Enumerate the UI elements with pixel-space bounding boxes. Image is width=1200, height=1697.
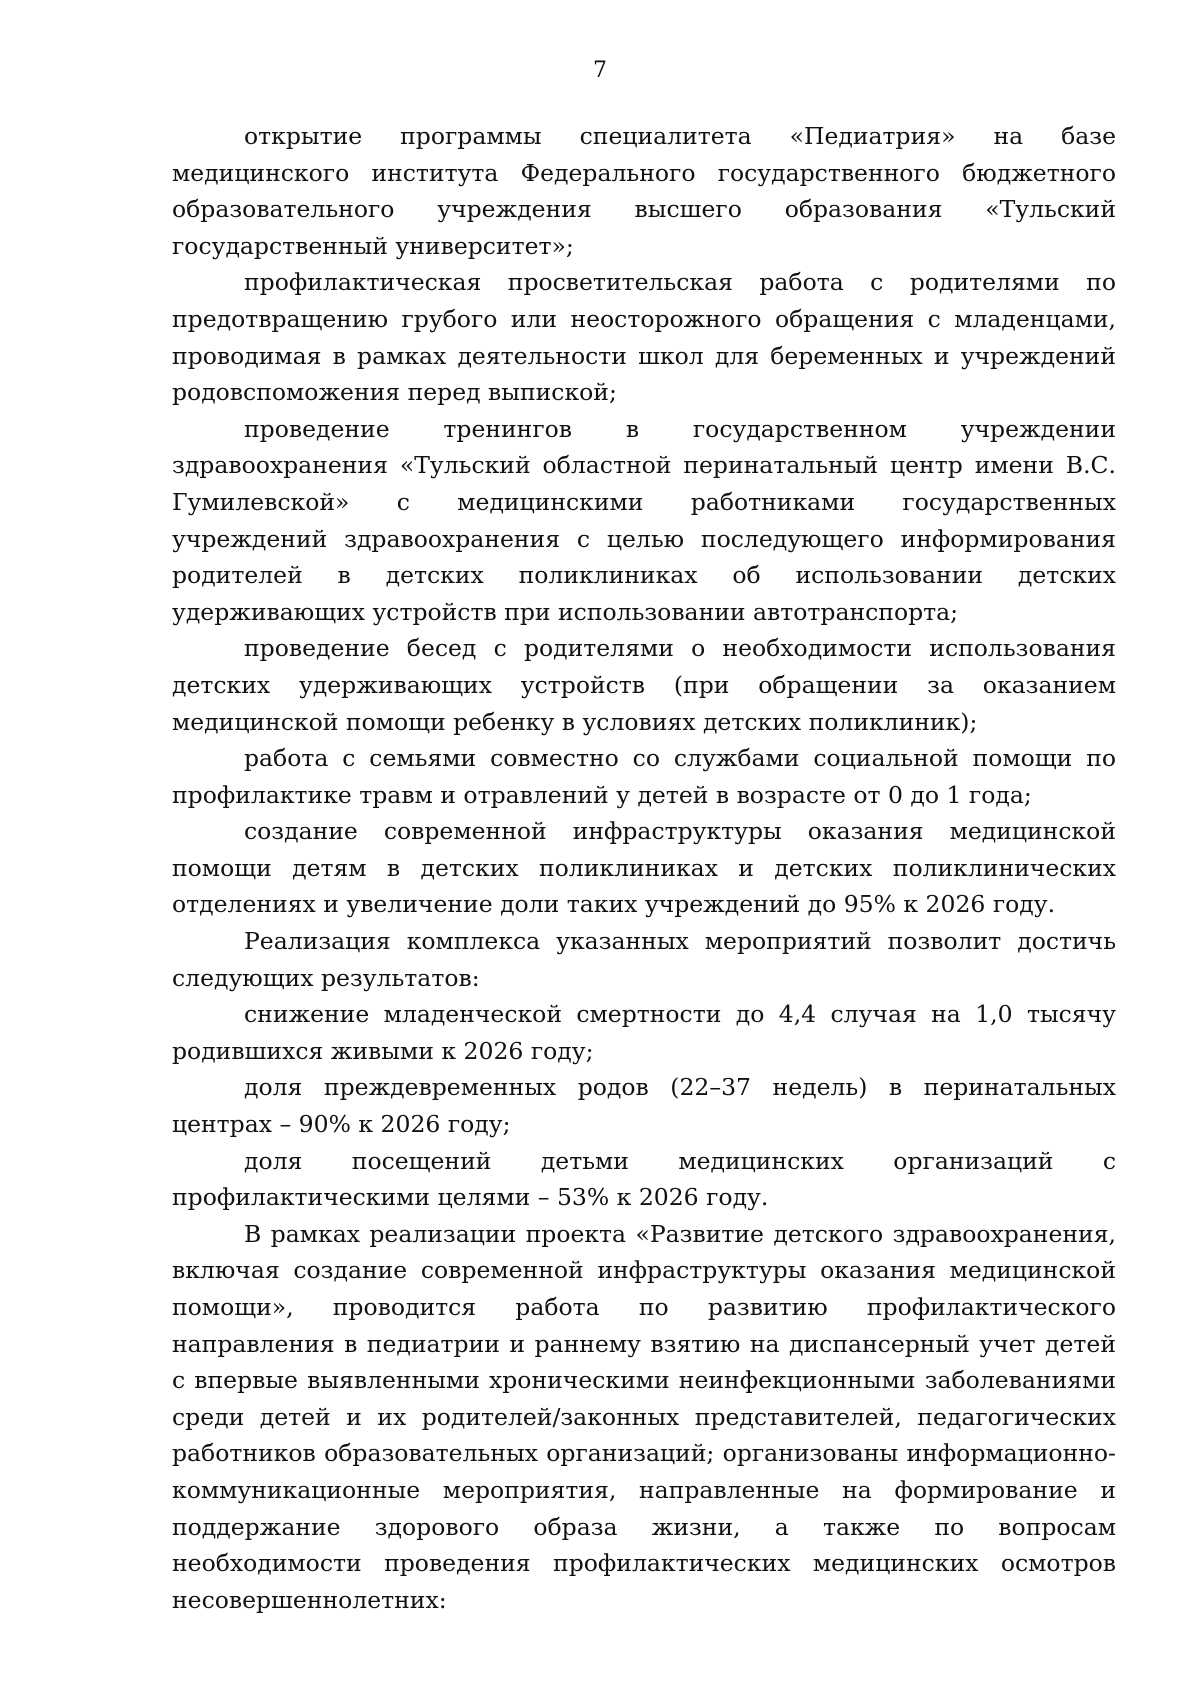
paragraph: профилактическая просветительская работа с родителями по предотвращению грубого или неосторожного обращения с младенцами, проводимая в рамках деятельности школ для беременных и учреждений родовспоможения перед выпиской;: [172, 268, 1116, 407]
paragraph: снижение младенческой смертности до 4,4 случая на 1,0 тысячу родившихся живыми к 2026 году;: [172, 1000, 1116, 1065]
paragraph: проведение бесед с родителями о необходимости использования детских удерживающих устройств (при обращении за оказанием медицинской помощи ребенку в условиях детских поликлиник);: [172, 634, 1116, 736]
page-number: 7: [593, 58, 607, 83]
paragraph: В рамках реализации проекта «Развитие детского здравоохранения, включая создание современной инфраструктуры оказания медицинской помощи», проводится работа по развитию профилактического направления в педиатрии и раннему взятию на диспансерный учет детей с впервые выявленными хроническими неинфекционными заболеваниями среди детей и их родителей/законных представителей, педагогических работников образовательных организаций; организованы информационно-коммуникационные мероприятия, направленные на формирование и поддержание здорового образа жизни, а также по вопросам необходимости проведения профилактических медицинских осмотров несовершеннолетних:: [172, 1219, 1116, 1614]
paragraph: проведение тренингов в государственном учреждении здравоохранения «Тульский областной перинатальный центр имени В.С. Гумилевской» с медицинскими работниками государственных учреждений здравоохранения с целью последующего информирования родителей в детских поликлиниках об использовании детских удерживающих устройств при использовании автотранспорта;: [172, 414, 1116, 626]
paragraph: Реализация комплекса указанных мероприятий позволит достичь следующих результатов:: [172, 927, 1116, 992]
paragraph: создание современной инфраструктуры оказания медицинской помощи детям в детских поликлиниках и детских поликлинических отделениях и увеличение доли таких учреждений до 95% к 2026 году.: [172, 817, 1116, 919]
document-body: [172, 118, 1116, 1618]
paragraph: открытие программы специалитета «Педиатрия» на базе медицинского института Федерального государственного бюджетного образовательного учреждения высшего образования «Тульский государственный университет»;: [172, 122, 1116, 260]
paragraph: работа с семьями совместно со службами социальной помощи по профилактике травм и отравлений у детей в возрасте от 0 до 1 года;: [172, 744, 1116, 809]
paragraph: доля преждевременных родов (22–37 недель) в перинатальных центрах – 90% к 2026 году;: [172, 1073, 1116, 1139]
paragraph: доля посещений детьми медицинских организаций с профилактическими целями – 53% к 2026 году.: [172, 1146, 1116, 1212]
